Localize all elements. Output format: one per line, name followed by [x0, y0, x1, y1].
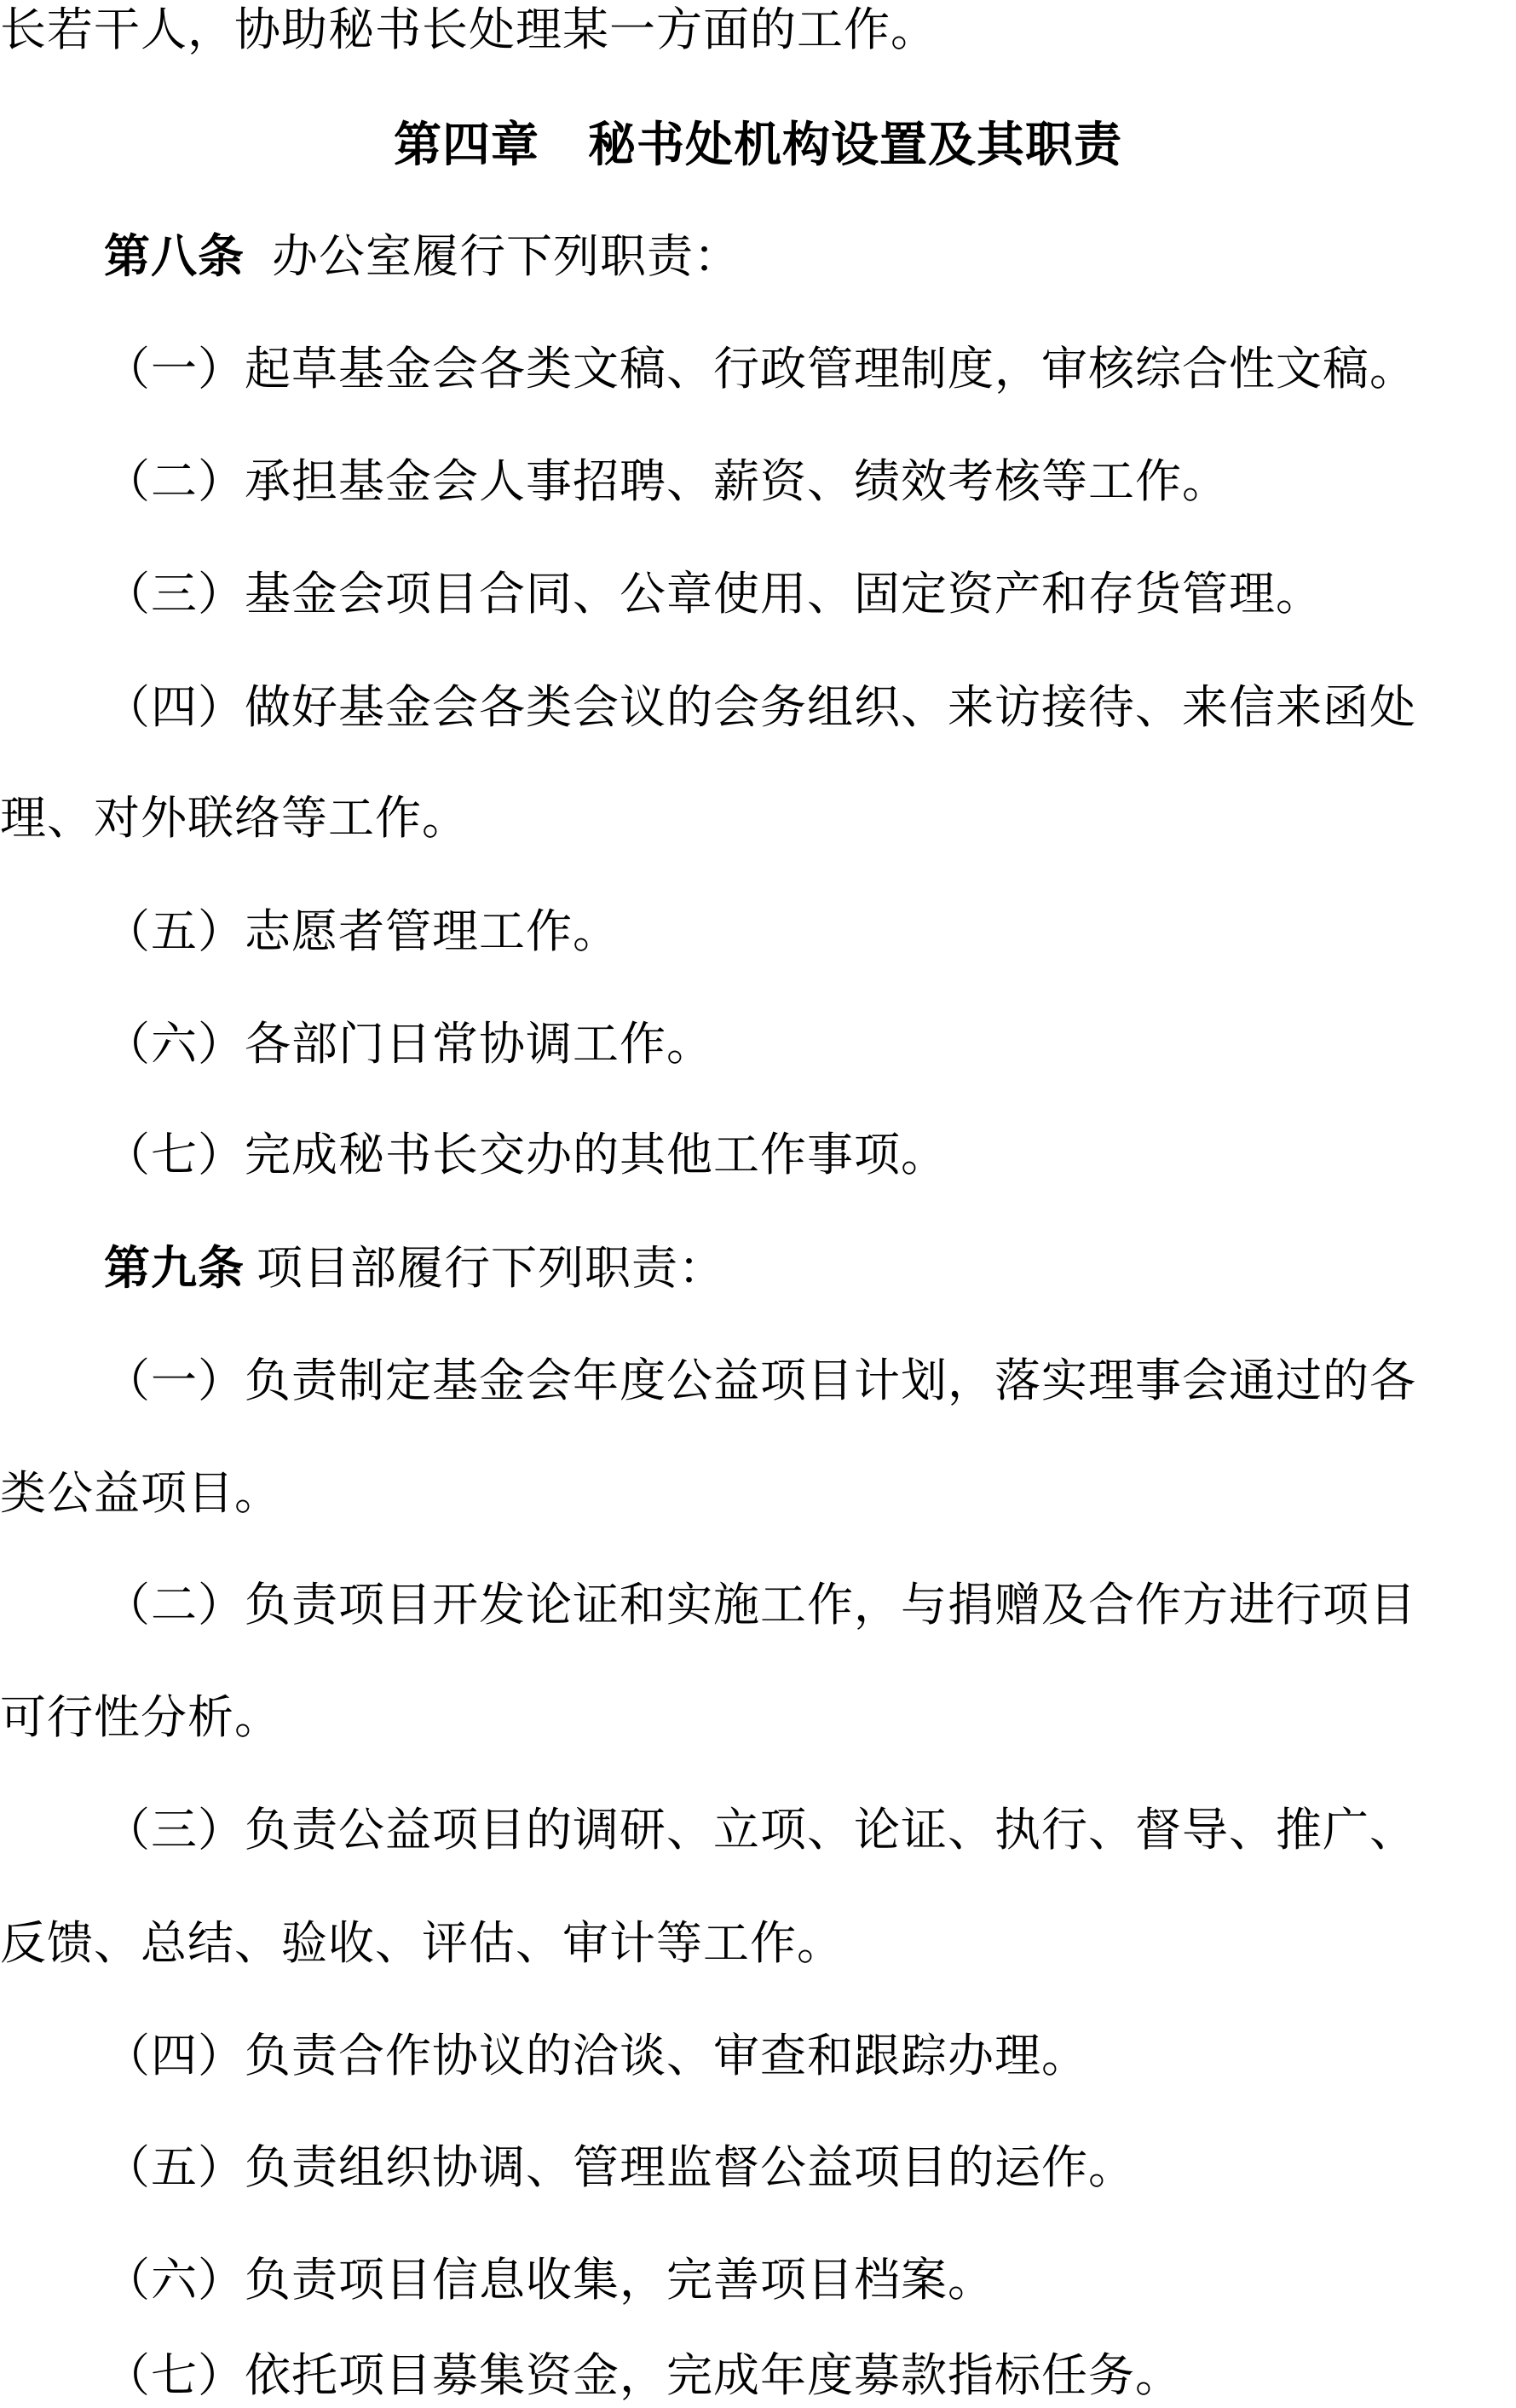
article-8-item-5: （五）志愿者管理工作。 [104, 904, 620, 958]
article-8-label: 第八条 [104, 228, 245, 283]
article-9-item-7: （七）依托项目募集资金，完成年度募款指标任务。 [104, 2348, 1182, 2402]
article-9-item-3-cont: 反馈、总结、验收、评估、审计等工作。 [0, 1916, 844, 1970]
chapter-title: 第四章 秘书处机构设置及其职责 [394, 117, 1122, 173]
article-8-item-4-cont: 理、对外联络等工作。 [0, 791, 469, 845]
article-8-heading [104, 226, 741, 286]
article-9-intro: 项目部履行下列职责： [257, 1241, 725, 1295]
article-9-item-2-cont: 可行性分析。 [0, 1690, 281, 1744]
article-9-item-1: （一）负责制定基金会年度公益项目计划，落实理事会通过的各 [104, 1354, 1416, 1407]
article-9-label: 第九条 [104, 1240, 245, 1295]
article-8-item-3: （三）基金会项目合同、公章使用、固定资产和存货管理。 [104, 567, 1323, 621]
article-8-item-6: （六）各部门日常协调工作。 [104, 1017, 713, 1071]
article-9-item-5: （五）负责组织协调、管理监督公益项目的运作。 [104, 2140, 1135, 2194]
article-9-item-2: （二）负责项目开发论证和实施工作，与捐赠及合作方进行项目 [104, 1578, 1416, 1631]
article-9-item-1-cont: 类公益项目。 [0, 1466, 281, 1520]
article-8-item-1: （一）起草基金会各类文稿、行政管理制度，审核综合性文稿。 [104, 342, 1416, 396]
article-9-item-3: （三）负责公益项目的调研、立项、论证、执行、督导、推广、 [104, 1803, 1416, 1857]
article-9-heading [104, 1238, 725, 1298]
article-9-item-6: （六）负责项目信息收集，完善项目档案。 [104, 2253, 994, 2307]
article-8-item-7: （七）完成秘书长交办的其他工作事项。 [104, 1128, 948, 1181]
article-8-intro: 办公室履行下列职责： [272, 229, 741, 283]
article-8-item-4: （四）做好基金会各类会议的会务组织、来访接待、来信来函处 [104, 680, 1416, 734]
article-9-item-4: （四）负责合作协议的洽谈、审查和跟踪办理。 [104, 2029, 1088, 2082]
continuation-line: 长若干人，协助秘书长处理某一方面的工作。 [0, 3, 937, 56]
article-8-item-2: （二）承担基金会人事招聘、薪资、绩效考核等工作。 [104, 454, 1229, 508]
